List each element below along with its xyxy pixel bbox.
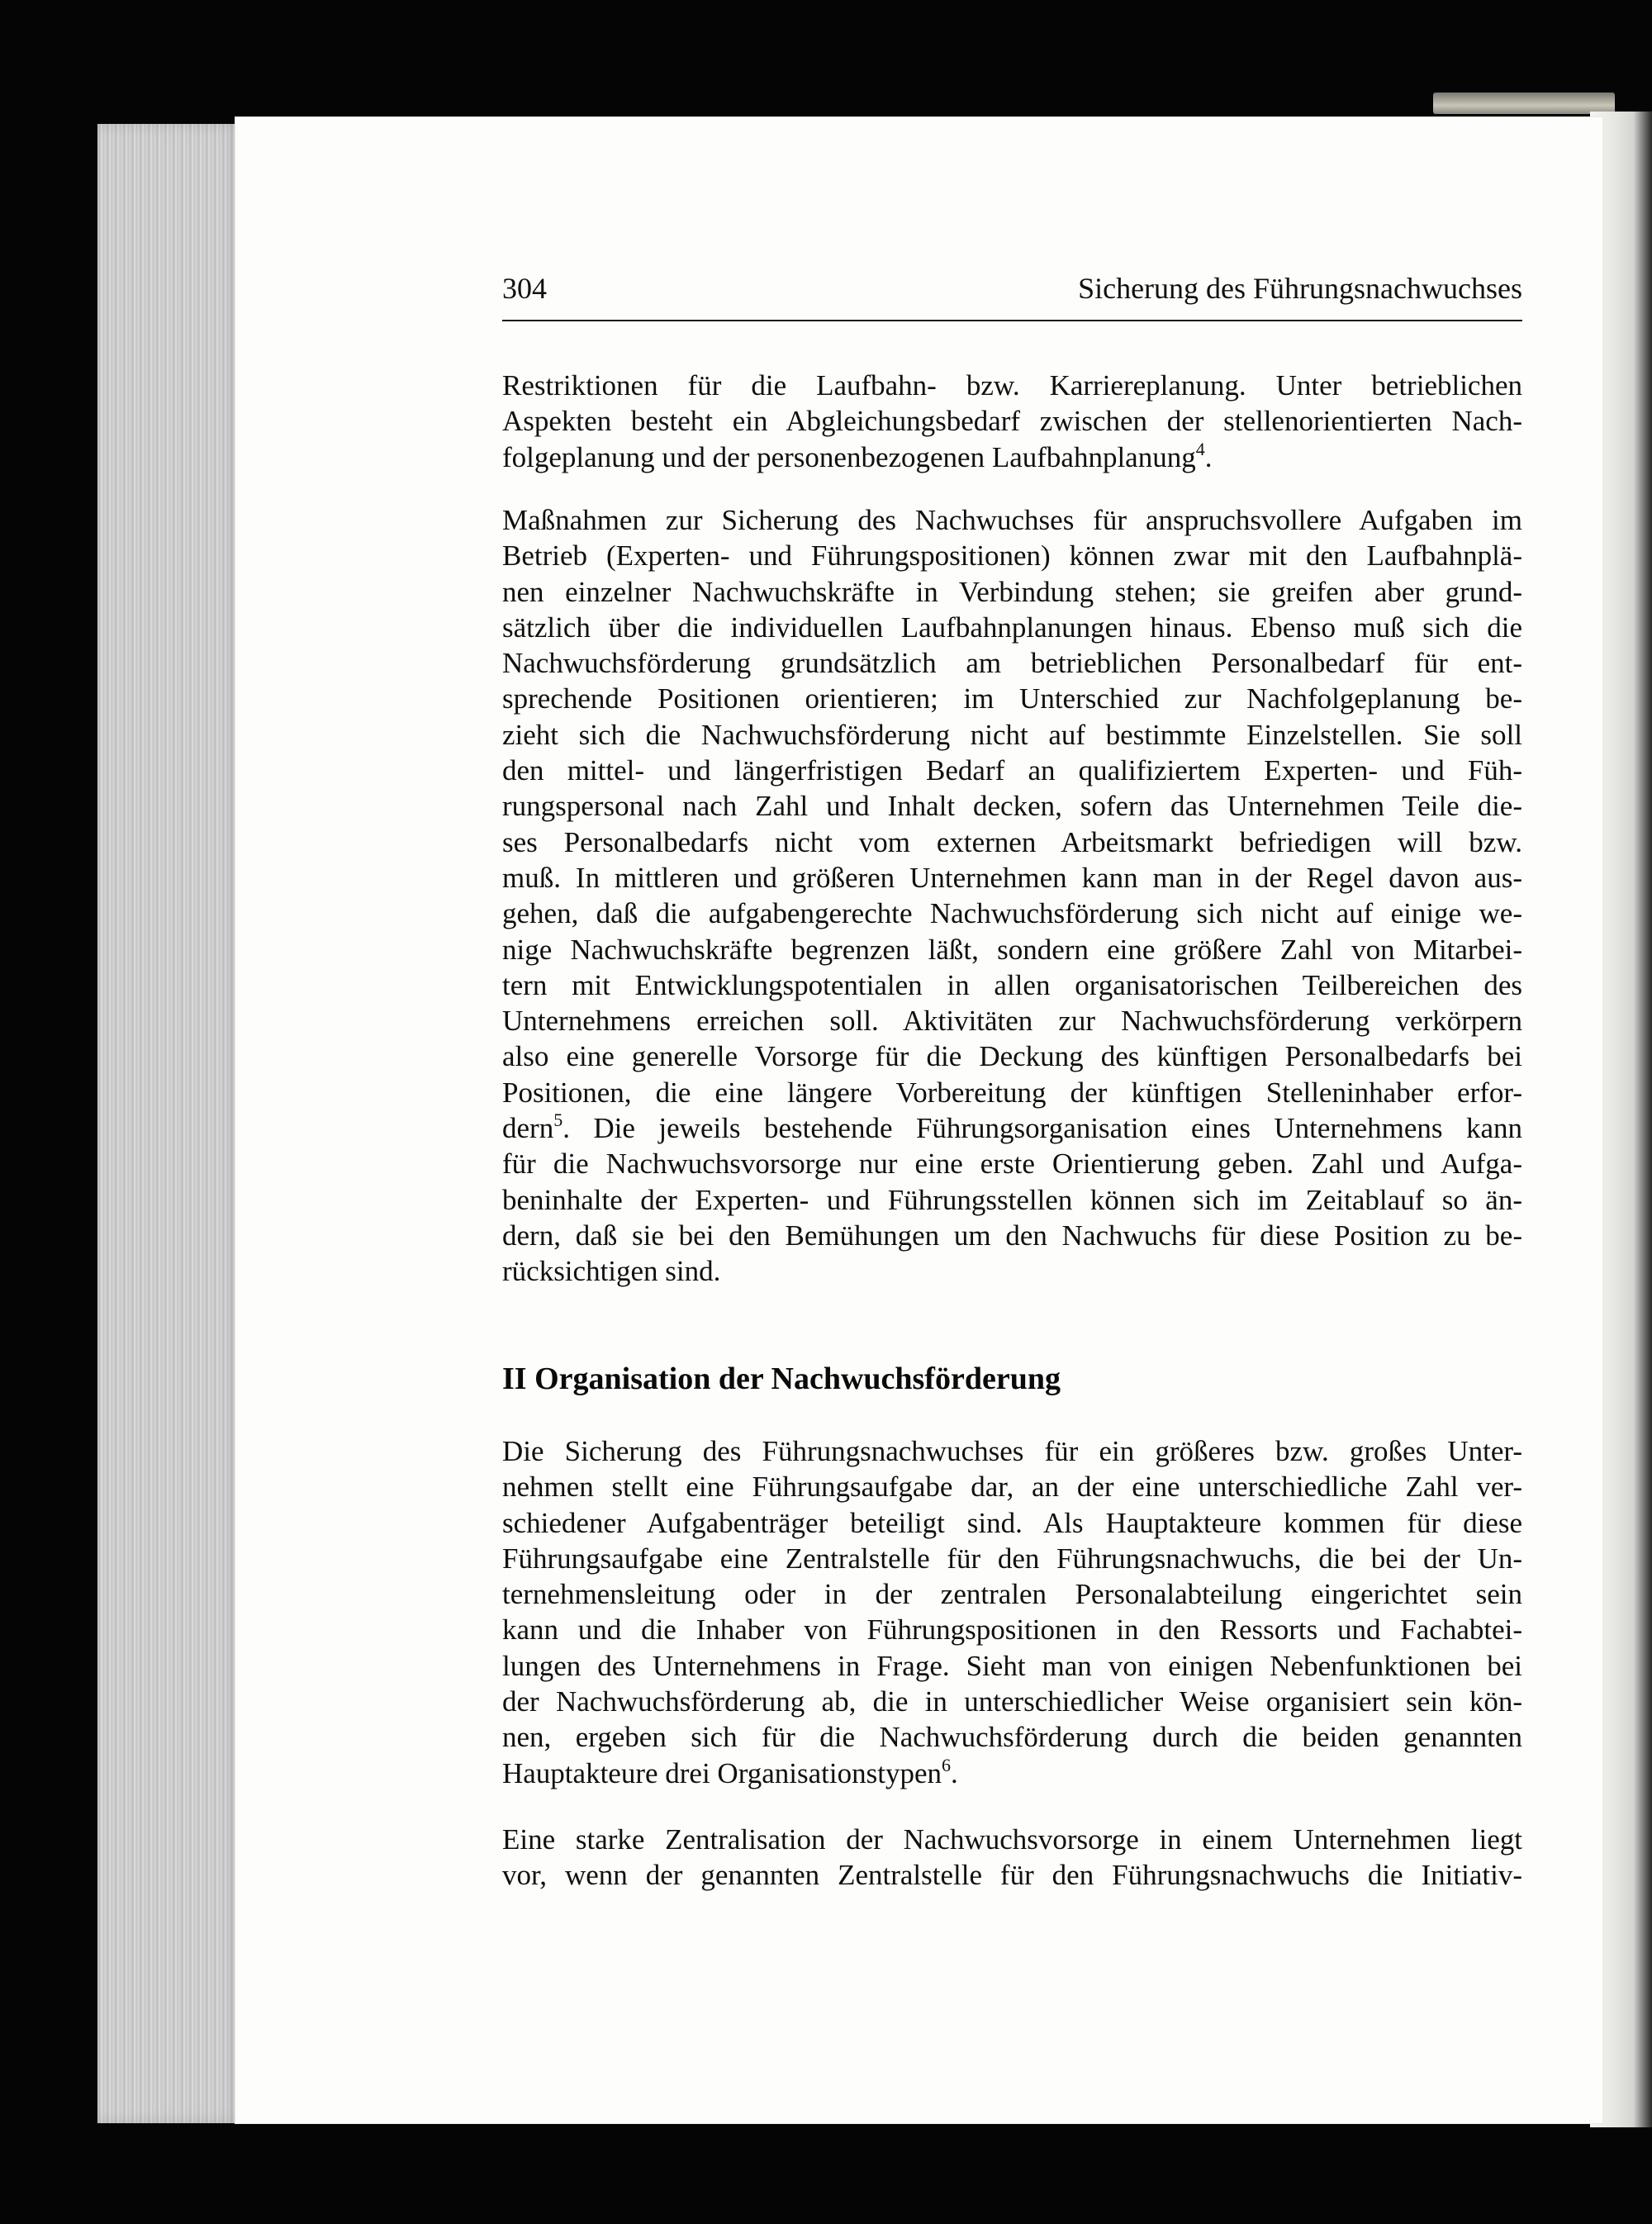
text-line: also eine generelle Vorsorge für die Deckung des künftigen Personalbedarfs bei	[502, 1040, 1522, 1073]
paragraph-2	[502, 502, 1522, 1290]
text-line: rungspersonal nach Zahl und Inhalt decken, sofern das Unternehmen Teile die-	[502, 790, 1522, 823]
text-line: dern, daß sie bei den Bemühungen um den Nachwuchs für diese Position zu be-	[502, 1219, 1522, 1252]
text-line: nen, ergeben sich für die Nachwuchsförderung durch die beiden genannten	[502, 1721, 1522, 1754]
running-title: Sicherung des Führungsnachwuchses	[1078, 272, 1522, 305]
text-line: schiedener Aufgabenträger beteiligt sind. Als Hauptakteure kommen für diese	[502, 1506, 1522, 1539]
text-line: nige Nachwuchskräfte begrenzen läßt, sondern eine größere Zahl von Mitarbei-	[502, 933, 1522, 966]
page-edges	[97, 124, 242, 2123]
paragraph-3	[502, 1433, 1522, 1791]
running-header	[502, 268, 1522, 321]
text-line: Betrieb (Experten- und Führungspositionen) können zwar mit den Laufbahnplä-	[502, 539, 1522, 573]
section-heading: II Organisation der Nachwuchsförderung	[502, 1361, 1061, 1396]
text-line: für die Nachwuchsvorsorge nur eine erste Orientierung geben. Zahl und Aufga-	[502, 1148, 1522, 1181]
footnote-marker: 4	[1195, 438, 1205, 459]
text-line: Hauptakteure drei Organisationstypen$^6$.	[502, 1754, 958, 1789]
text-line: Die Sicherung des Führungsnachwuchses für ein größeres bzw. großes Unter-	[502, 1435, 1522, 1467]
text-line: dern$^5$. Die jeweils bestehende Führungsorganisation eines Unternehmens kann	[502, 1110, 1522, 1145]
text-line: muß. In mittleren und größeren Unternehmen kann man in der Regel davon aus-	[502, 861, 1522, 894]
paragraph-4	[502, 1822, 1522, 1894]
text-line: Führungsaufgabe eine Zentralstelle für den Führungsnachwuchs, die bei der Un-	[502, 1542, 1522, 1575]
text-line: den mittel- und längerfristigen Bedarf an qualifiziertem Experten- und Füh-	[502, 754, 1522, 787]
text-line: Aspekten besteht ein Abgleichungsbedarf zwischen der stellenorientierten Nach-	[502, 405, 1522, 438]
text-line: sätzlich über die individuellen Laufbahnplanungen hinaus. Ebenso muß sich die	[502, 611, 1522, 644]
text-line: Nachwuchsförderung grundsätzlich am betrieblichen Personalbedarf für ent-	[502, 647, 1522, 680]
book-spine	[1433, 93, 1615, 114]
text-line: zieht sich die Nachwuchsförderung nicht auf bestimmte Einzelstellen. Sie soll	[502, 718, 1522, 751]
text-line: tern mit Entwicklungspotentialen in allen organisatorischen Teilbereichen des	[502, 968, 1522, 1001]
footnote-marker: 6	[941, 1754, 951, 1775]
text-line: nehmen stellt eine Führungsaufgabe dar, an der eine unterschiedliche Zahl ver-	[502, 1471, 1522, 1504]
text-line: lungen des Unternehmens in Frage. Sieht man von einigen Nebenfunktionen bei	[502, 1649, 1522, 1682]
paragraph-1	[502, 368, 1522, 475]
text-line: Restriktionen für die Laufbahn- bzw. Karriereplanung. Unter betrieblichen	[502, 369, 1522, 402]
text-line: sprechende Positionen orientieren; im Unterschied zur Nachfolgeplanung be-	[502, 682, 1522, 715]
text-line: vor, wenn der genannten Zentralstelle für den Führungsnachwuchs die Initiativ-	[502, 1859, 1522, 1892]
text-line: Positionen, die eine längere Vorbereitung der künftigen Stelleninhaber erfor-	[502, 1076, 1522, 1109]
footnote-marker: 5	[553, 1110, 563, 1131]
text-line: beninhalte der Experten- und Führungsstellen können sich im Zeitablauf so än-	[502, 1183, 1522, 1216]
text-line: der Nachwuchsförderung ab, die in unterschiedlicher Weise organisiert sein kön-	[502, 1685, 1522, 1718]
text-line: ses Personalbedarfs nicht vom externen Arbeitsmarkt befriedigen will bzw.	[502, 825, 1522, 858]
text-line: Maßnahmen zur Sicherung des Nachwuchses für anspruchsvollere Aufgaben im	[502, 504, 1522, 536]
text-line: gehen, daß die aufgabengerechte Nachwuchsförderung sich nicht auf einige we-	[502, 897, 1522, 930]
text-line: nen einzelner Nachwuchskräfte in Verbindung stehen; sie greifen aber grund-	[502, 575, 1522, 608]
text-line: kann und die Inhaber von Führungspositionen in den Ressorts und Fachabtei-	[502, 1613, 1522, 1647]
page-number: 304	[502, 272, 547, 305]
text-line: ternehmensleitung oder in der zentralen Personalabteilung eingerichtet sein	[502, 1578, 1522, 1611]
text-line: rücksichtigen sind.	[502, 1255, 721, 1288]
text-line: Unternehmens erreichen soll. Aktivitäten zur Nachwuchsförderung verkörpern	[502, 1005, 1522, 1038]
text-line: folgeplanung und der personenbezogenen Laufbahnplanung$^4$.	[502, 438, 1213, 473]
text-line: Eine starke Zentralisation der Nachwuchsvorsorge in einem Unternehmen liegt	[502, 1823, 1522, 1856]
